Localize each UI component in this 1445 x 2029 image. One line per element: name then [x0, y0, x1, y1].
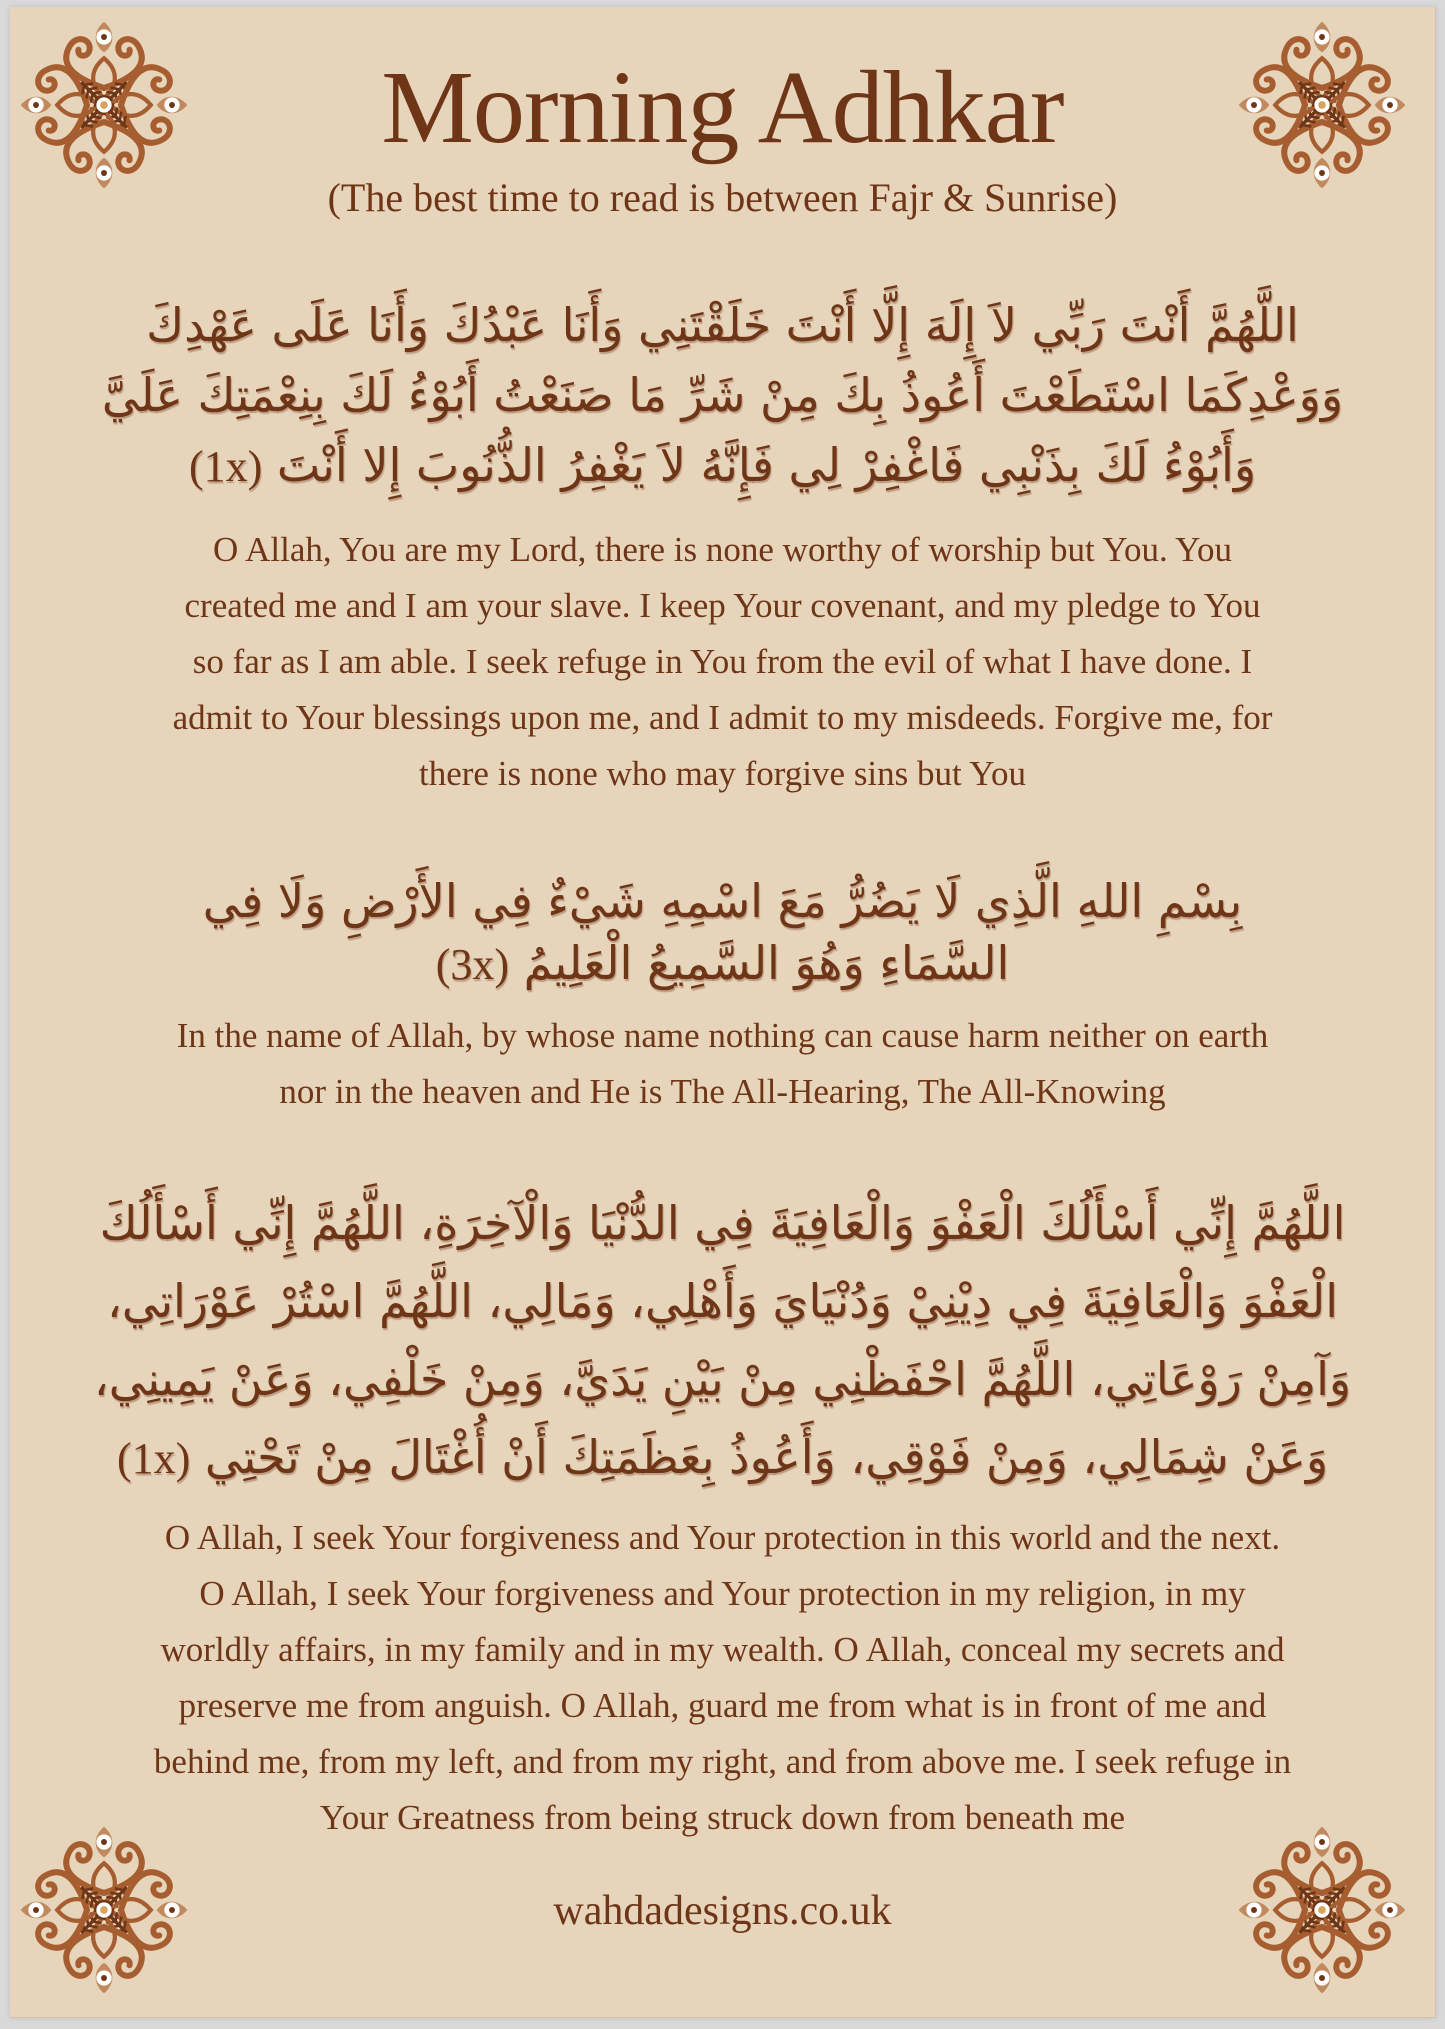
dhikr-1-arabic: [80, 290, 1365, 500]
dhikr-3-arabic: [80, 1184, 1365, 1496]
arabic-line: اللَّهُمَّ أَنْتَ رَبِّي لاَ إِلَهَ إِلَّا أَنْتَ خَلَقْتَنِي وَأَنَا عَبْدُكَ وَأَنَا عَلَى عَهْدِكَ: [146, 298, 1299, 352]
page-title: Morning Adhkar: [381, 50, 1064, 165]
arabic-line-text: السَّمَاءِ وَهُوَ السَّمِيعُ الْعَلِيمُ: [523, 936, 1010, 990]
repeat-count: (1x): [188, 442, 263, 491]
dhikr-1-translation: [60, 522, 1385, 802]
arabic-line-text: وَعَنْ شِمَالِي، وَمِنْ فَوْقِي، وَأَعُوذُ بِعَظَمَتِكَ أَنْ أُغْتَالَ مِنْ تَحْتِي: [204, 1430, 1329, 1484]
repeat-count: (1x): [116, 1434, 191, 1483]
translation-line: created me and I am your slave. I keep Your covenant, and my pledge to You: [184, 586, 1261, 625]
translation-line: worldly affairs, in my family and in my wealth. O Allah, conceal my secrets and: [160, 1630, 1285, 1669]
translation-line: O Allah, I seek Your forgiveness and Your protection in my religion, in my: [199, 1574, 1246, 1613]
website-link[interactable]: wahdadesigns.co.uk: [553, 1888, 892, 1934]
translation-line: O Allah, I seek Your forgiveness and Your protection in this world and the next.: [164, 1518, 1281, 1557]
translation-line: there is none who may forgive sins but You: [419, 754, 1026, 793]
arabic-line: اللَّهُمَّ إِنِّي أَسْأَلُكَ الْعَفْوَ وَالْعَافِيَةَ فِي الدُّنْيَا وَالْآخِرَةِ، اللَّهُمَّ إِنِّي أَسْأَلُكَ: [99, 1196, 1346, 1250]
dhikr-2-translation: [60, 1008, 1385, 1120]
translation-line: In the name of Allah, by whose name nothing can cause harm neither on earth: [176, 1016, 1269, 1055]
translation-line: admit to Your blessings upon me, and I admit to my misdeeds. Forgive me, for: [172, 698, 1273, 737]
arabic-line: الْعَفْوَ وَالْعَافِيَةَ فِي دِيْنِيْ وَدُنْيَايَ وَأَهْلِي، وَمَالِي، اللَّهُمَّ اسْتُرْ عَوْرَاتِي،: [107, 1274, 1338, 1328]
translation-line: preserve me from anguish. O Allah, guard me from what is in front of me and: [178, 1686, 1267, 1725]
translation-line: Your Greatness from being struck down from beneath me: [319, 1798, 1126, 1837]
translation-line: O Allah, You are my Lord, there is none worthy of worship but You. You: [213, 530, 1232, 569]
arabic-line-text: وَأَبُوْءُ لَكَ بِذَنْبِي فَاغْفِرْ لِي فَإِنَّهُ لاَ يَغْفِرُ الذُّنُوبَ إِلا أَنْتَ: [276, 438, 1257, 492]
arabic-line: [80, 430, 1365, 500]
dhikr-2-arabic: [80, 870, 1365, 994]
translation-line: behind me, from my left, and from my right, and from above me. I seek refuge in: [153, 1742, 1292, 1781]
arabic-line: وَوَعْدِكَمَا اسْتَطَعْتَ أَعُوذُ بِكَ مِنْ شَرِّ مَا صَنَعْتُ أَبُوْءُ لَكَ بِنِعْمَتِكَ عَلَيَّ: [101, 368, 1344, 422]
translation-line: nor in the heaven and He is The All-Hearing, The All-Knowing: [279, 1072, 1166, 1111]
arabic-line: [80, 1418, 1365, 1496]
translation-line: so far as I am able. I seek refuge in You from the evil of what I have done. I: [192, 642, 1253, 681]
dhikr-3-translation: [60, 1510, 1385, 1846]
arabic-line: [80, 932, 1365, 994]
arabic-line: وَآمِنْ رَوْعَاتِي، اللَّهُمَّ احْفَظْنِي مِنْ بَيْنِ يَدَيَّ، وَمِنْ خَلْفِي، وَعَنْ يَمِينِي،: [93, 1352, 1352, 1406]
repeat-count: (3x): [435, 940, 509, 989]
arabic-line: بِسْمِ اللهِ الَّذِي لَا يَضُرُّ مَعَ اسْمِهِ شَيْءٌ فِي الأَرْضِ وَلَا فِي: [202, 874, 1243, 928]
page-subtitle: (The best time to read is between Fajr & Sunrise): [327, 175, 1118, 220]
